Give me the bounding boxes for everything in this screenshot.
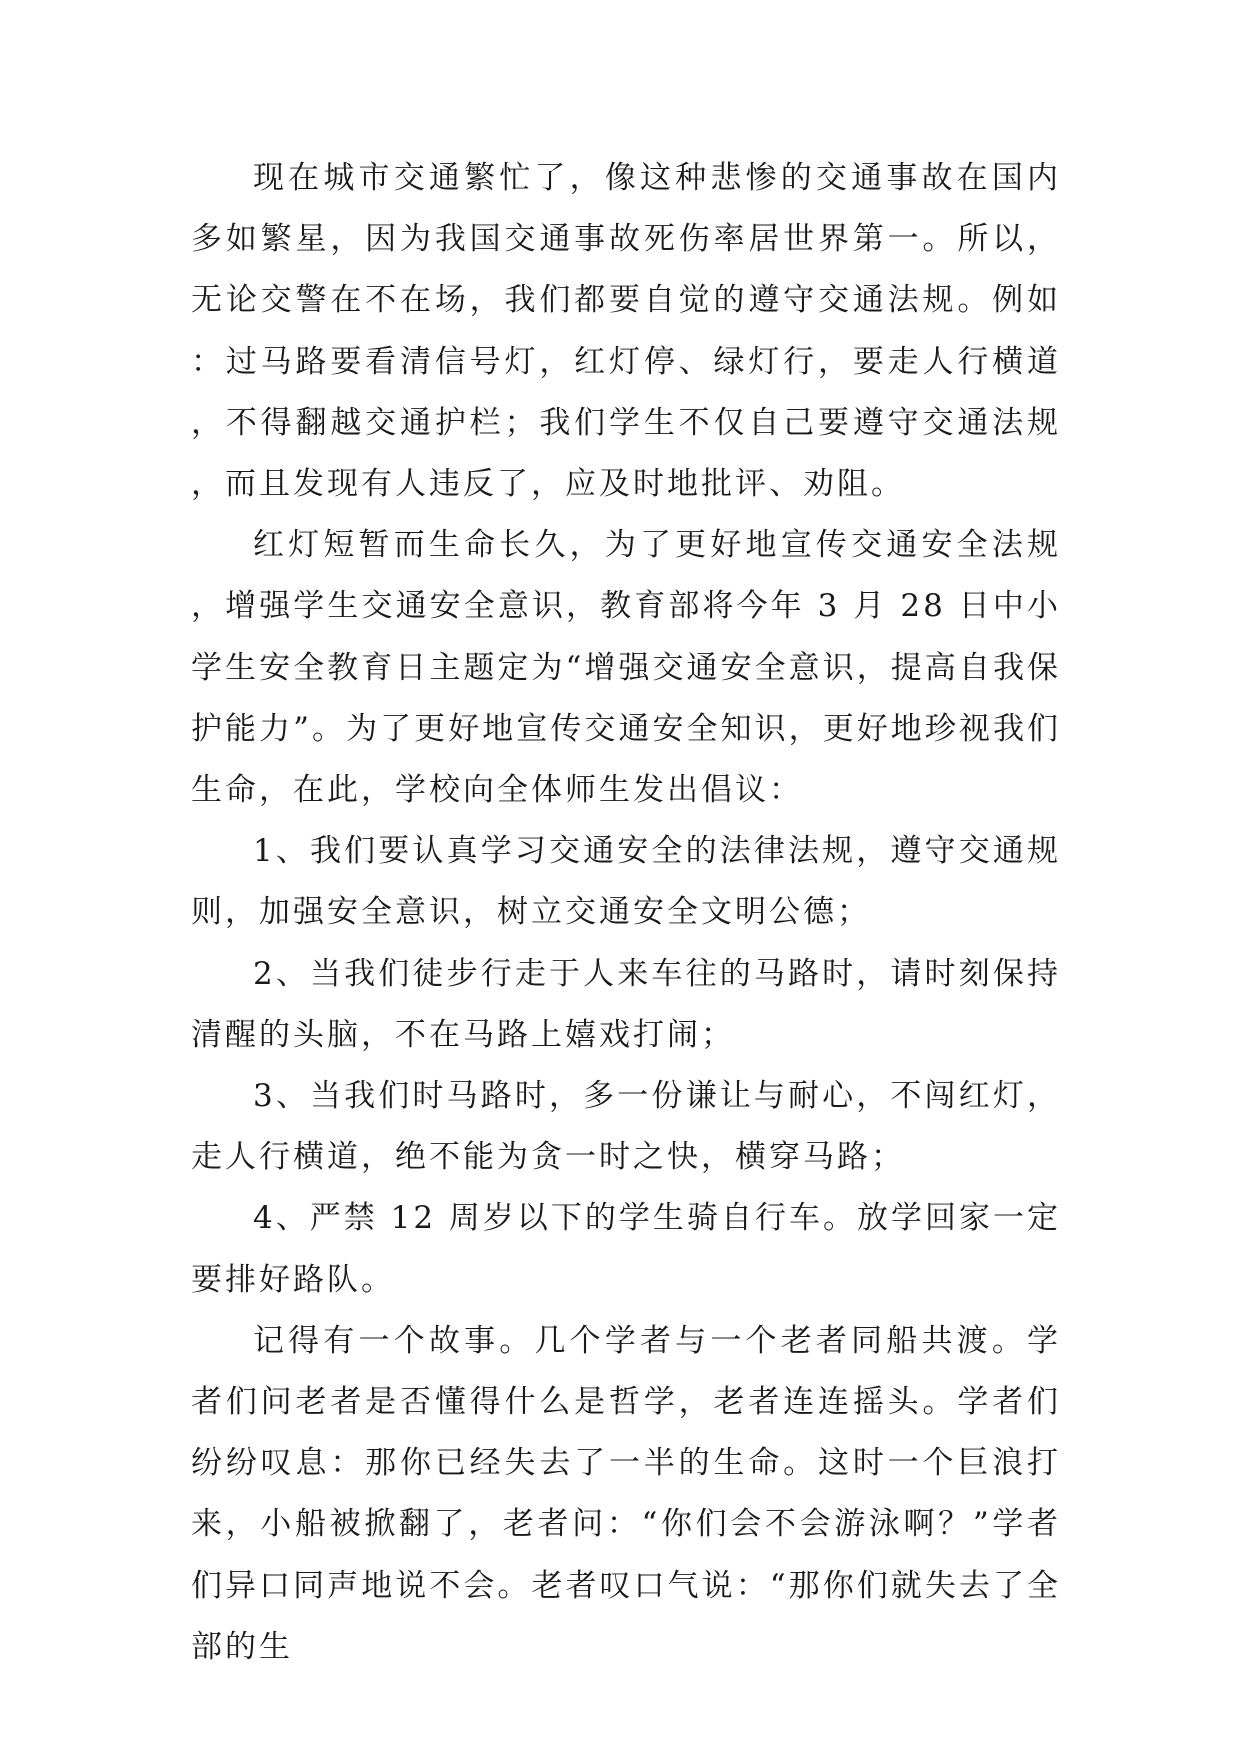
- paragraph-story: 记得有一个故事。几个学者与一个老者同船共渡。学者们问老者是否懂得什么是哲学，老者连连摇头。学者们纷纷叹息：那你已经失去了一半的生命。这时一个巨浪打来，小船被掀翻了，老者问：“你们会不会游泳啊？”学者们异口同声地说不会。老者叹口气说：“那你们就失去了全部的生: [191, 1322, 1061, 1665]
- paragraph-traffic-situation: 现在城市交通繁忙了，像这种悲惨的交通事故在国内多如繁星，因为我国交通事故死伤率居世界第一。所以，无论交警在不在场，我们都要自觉的遵守交通法规。例如：过马路要看清信号灯，红灯停、绿灯行，要走人行横道，不得翻越交通护栏；我们学生不仅自己要遵守交通法规，而且发现有人违反了，应及时地批评、劝阻。: [191, 160, 1061, 503]
- paragraph-item-4: 4、严禁 12 周岁以下的学生骑自行车。放学回家一定要排好路队。: [191, 1200, 1061, 1298]
- paragraph-safety-day-initiative: 红灯短暂而生命长久，为了更好地宣传交通安全法规，增强学生交通安全意识，教育部将今年 3 月 28 日中小学生安全教育日主题定为“增强交通安全意识，提高自我保护能力”。为了更好地宣传交通安全知识，更好地珍视我们生命，在此，学校向全体师生发出倡议：: [191, 527, 1061, 809]
- paragraph-item-3: 3、当我们时马路时，多一份谦让与耐心，不闯红灯，走人行横道，绝不能为贪一时之快，横穿马路；: [191, 1078, 1061, 1176]
- document-body: [191, 148, 1061, 1678]
- paragraph-item-1: 1、我们要认真学习交通安全的法律法规，遵守交通规则，加强安全意识，树立交通安全文明公德；: [191, 833, 1061, 931]
- paragraph-item-2: 2、当我们徒步行走于人来车往的马路时，请时刻保持清醒的头脑，不在马路上嬉戏打闹；: [191, 955, 1061, 1053]
